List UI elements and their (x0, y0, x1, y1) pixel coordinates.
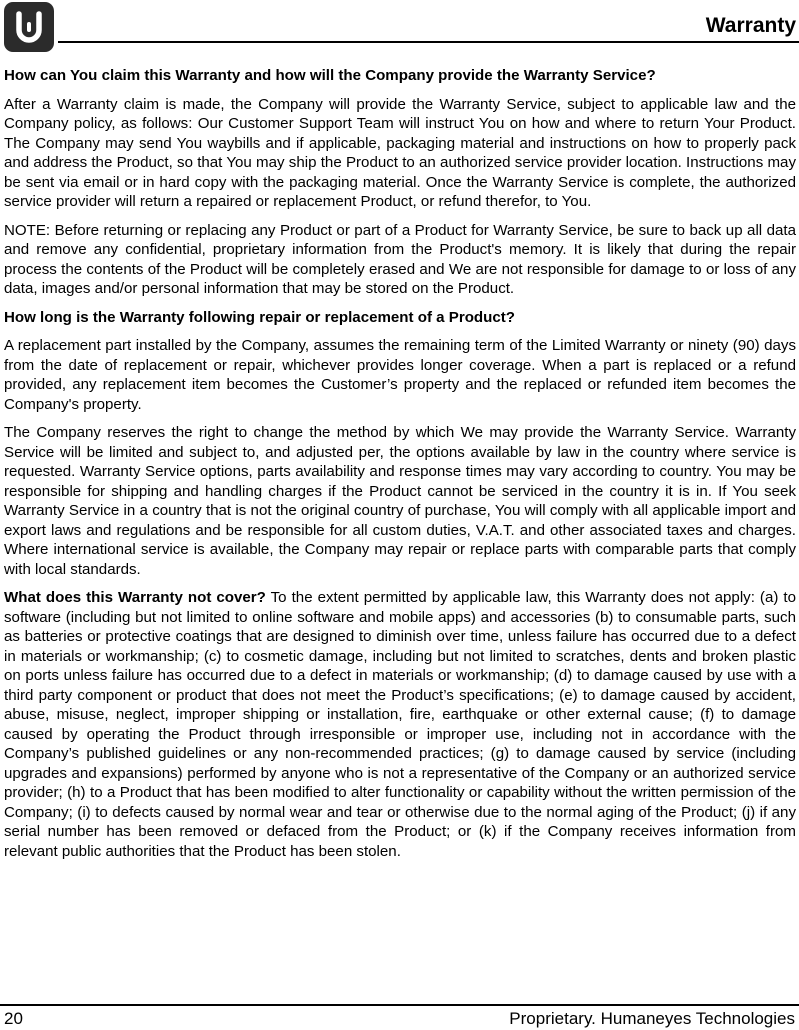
duration-heading: How long is the Warranty following repair or replacement of a Product? (4, 308, 516, 326)
page-title: Warranty (705, 14, 796, 37)
backup-note-paragraph: NOTE: Before returning or replacing any Product or part of a Product for Warranty Service, be sure to back up all data and remove any confidential, proprietary information from the Product's memory. It is likely that during the repair process the contents of the Product will be completely erased and We are not responsible for damage to or loss of any data, images and/or personal information that may be stored on the Product. (4, 221, 796, 297)
header-divider (58, 41, 799, 43)
footer-company: Proprietary. Humaneyes Technologies (509, 1009, 795, 1028)
claim-paragraph: After a Warranty claim is made, the Company will provide the Warranty Service, subject to applicable law and the Company policy, as follows: Our Customer Support Team will instruct You on how and where to return Your Product. The Company may send You waybills and if applicable, packaging material and instructions on how to properly pack and address the Product, so that You may ship the Product to an authorized service provider location. Instructions may be sent via email or in hard copy with the packaging material. Once the Warranty Service is complete, the authorized service provider will return a repaired or replacement Product, or refund therefor, to You. (4, 95, 796, 210)
footer-divider (0, 1004, 799, 1006)
claim-heading: How can You claim this Warranty and how will the Company provide the Warranty Service? (4, 67, 656, 84)
exclusions-body: To the extent permitted by applicable law, this Warranty does not apply: (a) to software (including but not limited to online software and mobile apps) and accessories (b) to consumable parts, such as batteries or protective coatings that are designed to diminish over time, unless failure has occurred due to a defect in materials or workmanship; (c) to cosmetic damage, including but not limited to scratches, dents and broken plastic on ports unless failure has occurred due to a defect in materials or workmanship; (d) to damage caused by use with a third party component or product that does not meet the Product’s specifications; (e) to damage caused by accident, abuse, misuse, neglect, improper shipping or installation, fire, earthquake or other external cause; (f) to damage caused by operating the Product through irresponsible or improper use, including not in accordance with the Company’s published guidelines or any non-recommended practices; (g) to damage caused by service (including upgrades and expansions) performed by anyone who is not a representative of the Company or an authorized service provider; (h) to a Product that has been modified to alter functionality or capability without the written permission of the Company; (i) to defects caused by normal wear and tear or otherwise due to the normal aging of the Product; (j) if any serial number has been removed or defaced from the Product; or (k) if the Company receives information from relevant public authorities that the Product has been stolen. (4, 589, 796, 860)
service-method-paragraph: The Company reserves the right to change the method by which We may provide the Warranty Service. Warranty Service will be limited and subject to, and adjusted per, the options available by law in the country where service is requested. Warranty Service options, parts availability and response times may vary according to country. You may be responsible for shipping and handling charges if the Product cannot be serviced in the country it is in. If You seek Warranty Service in a country that is not the original country of purchase, You will comply with all applicable import and export laws and regulations and be responsible for all custom duties, V.A.T. and other associated taxes and charges. Where international service is available, the Company may repair or replace parts with comparable parts that comply with local standards. (4, 424, 796, 578)
exclusions-paragraph (4, 588, 796, 861)
document-body (4, 66, 796, 870)
humaneyes-logo-icon (4, 2, 54, 52)
u-logo-icon (4, 2, 54, 52)
page-number: 20 (4, 1009, 23, 1028)
page-header (0, 0, 799, 52)
exclusions-heading: What does this Warranty not cover? (4, 589, 266, 606)
replacement-paragraph: A replacement part installed by the Company, assumes the remaining term of the Limited Warranty or ninety (90) days from the date of replacement or repair, whichever provides longer coverage. When a part is replaced or a refund provided, any replacement item becomes the Customer’s property and the replaced or refunded item becomes the Company's property. (4, 337, 796, 413)
